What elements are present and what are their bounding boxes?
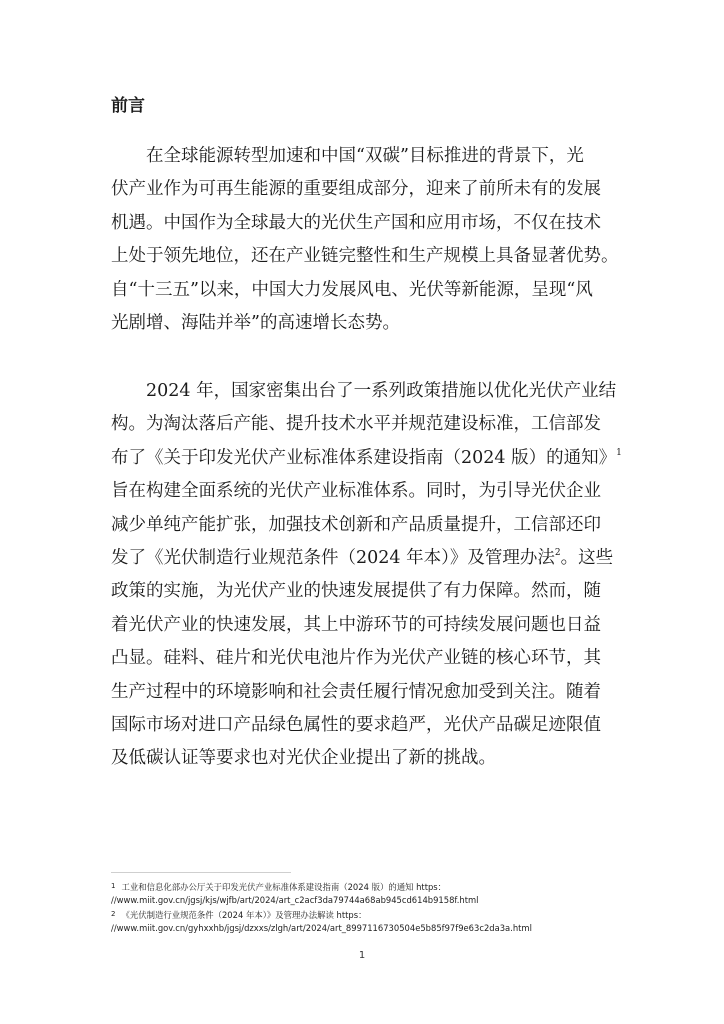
paragraph-line: 国际市场对进口产品绿色属性的要求趋严，光伏产品碳足迹限值: [111, 715, 601, 736]
paragraph-line: 在全球能源转型加速和中国“双碳”目标推进的背景下，光: [146, 146, 584, 166]
footnote-text: 工业和信息化部办公厅关于印发光伏产业标准体系建设指南（2024 版）的通知 https：: [121, 882, 447, 892]
paragraph-line-text: 发了《光伏制造行业规范条件（2024 年本）》及管理办法: [111, 548, 555, 569]
paragraph-line: 政策的实施，为光伏产业的快速发展提供了有力保障。然而，随: [111, 581, 601, 602]
paragraph-line: 机遇。中国作为全球最大的光伏生产国和应用市场，不仅在技术: [111, 212, 601, 233]
paragraph-line: 上处于领先地位，还在产业链完整性和生产规模上具备显著优势。: [111, 246, 619, 267]
footnote-2: [111, 908, 616, 922]
paragraph-intro: [111, 140, 619, 340]
paragraph-line: 伏产业作为可再生能源的重要组成部分，迎来了前所未有的发展: [111, 179, 601, 200]
paragraph-line: 光剧增、海陆并举”的高速增长态势。: [111, 313, 400, 334]
paragraph-line-text: 布了《关于印发光伏产业标准体系建设指南（2024 版）的通知》: [111, 447, 617, 468]
paragraph-policy: [111, 375, 622, 776]
paragraph-line: 自“十三五”以来，中国大力发展风电、光伏等新能源，呈现“风: [111, 279, 593, 300]
paragraph-line: 及低碳认证等要求也对光伏企业提出了新的挑战。: [111, 748, 496, 769]
paragraph-line: 着光伏产业的快速发展，其上中游环节的可持续发展问题也日益: [111, 614, 601, 635]
section-heading: 前言: [111, 96, 145, 116]
footnote-reference-1[interactable]: 1: [616, 447, 622, 458]
paragraph-line: 2024 年，国家密集出台了一系列政策措施以优化光伏产业结: [146, 381, 617, 401]
page-number: 1: [358, 950, 366, 961]
paragraph-line: [111, 542, 616, 575]
footnote-divider: [111, 872, 291, 873]
footnote-number: 1: [111, 882, 116, 890]
footnote-1: [111, 880, 616, 894]
paragraph-line: 旨在构建全面系统的光伏产业标准体系。同时，为引导光伏企业: [111, 481, 601, 502]
footnote-text: 《光伏制造行业规范条件（2024 年本）》及管理办法解读 https：: [121, 909, 367, 920]
paragraph-line-text: 。这些: [560, 548, 614, 569]
paragraph-line: 构。为淘汰落后产能、提升技术水平并规范建设标准，工信部发: [111, 414, 601, 435]
paragraph-line: [111, 442, 622, 475]
footnote-reference-2[interactable]: 2: [554, 548, 561, 559]
paragraph-line: 生产过程中的环境影响和社会责任履行情况愈加受到关注。随着: [111, 681, 601, 702]
footnote-1-url[interactable]: //www.miit.gov.cn/jgsj/kjs/wjfb/art/2024/art_c2acf3da79744a68ab945cd614b9158f.html: [111, 895, 479, 906]
footnotes: [111, 880, 616, 935]
paragraph-line: 凸显。硅料、硅片和光伏电池片作为光伏产业链的核心环节，其: [111, 648, 601, 669]
footnote-2-url[interactable]: //www.miit.gov.cn/gyhxxhb/jgsj/dzxxs/zlgh/art/2024/art_8997116730504e5b85f97f9e63c2da3a.html: [111, 922, 532, 933]
footnote-number: 2: [111, 909, 116, 918]
paragraph-line: 减少单纯产能扩张，加强技术创新和产品质量提升，工信部还印: [111, 514, 601, 535]
